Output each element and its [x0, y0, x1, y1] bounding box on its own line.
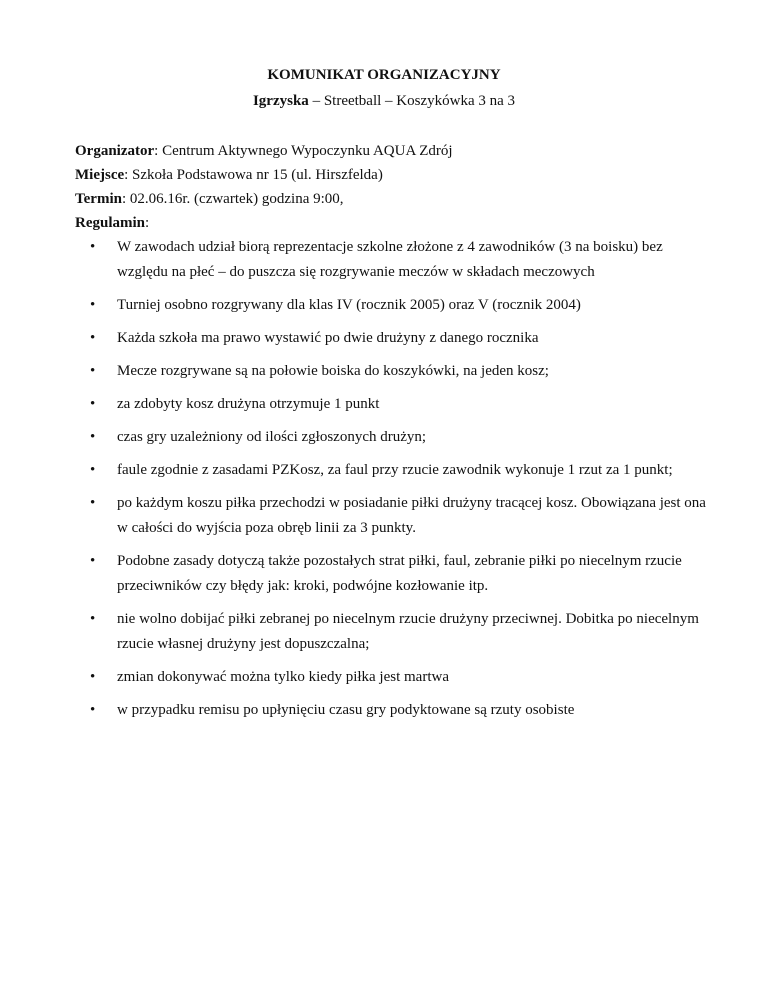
rule-item	[75, 458, 715, 483]
bullet-icon: •	[90, 553, 96, 569]
field-label: Organizator	[75, 143, 155, 159]
subtitle-discipline: – Streetball – Koszykówka 3 na 3	[308, 93, 516, 109]
field-value: :	[145, 215, 150, 231]
rule-item	[75, 425, 715, 450]
bullet-icon: •	[90, 611, 96, 627]
rule-item	[75, 359, 715, 384]
rule-item	[75, 392, 715, 417]
rules-list	[75, 235, 715, 731]
bullet-icon: •	[90, 429, 96, 445]
rule-text: faule zgodnie z zasadami PZKosz, za faul przy rzucie zawodnik wykonuje 1 rzut za 1 punkt;	[117, 462, 673, 478]
rule-text: czas gry uzależniony od ilości zgłoszonych drużyn;	[117, 429, 427, 445]
rule-text: w przypadku remisu po upłynięciu czasu gry podyktowane są rzuty osobiste	[117, 702, 575, 718]
field-value: : Szkoła Podstawowa nr 15 (ul. Hirszfelda)	[124, 167, 383, 183]
bullet-icon: •	[90, 669, 96, 685]
rule-text: Mecze rozgrywane są na połowie boiska do koszykówki, na jeden kosz;	[117, 363, 549, 379]
rule-item	[75, 235, 715, 285]
subtitle-event-name: Igrzyska	[252, 93, 309, 109]
rule-text: za zdobyty kosz drużyna otrzymuje 1 punkt	[117, 396, 380, 412]
rule-text: po każdym koszu piłka przechodzi w posiadanie piłki drużyny tracącej kosz. Obowiązana jest ona w całości do wyjścia poza obręb linii za 3 punkty.	[117, 495, 706, 536]
bullet-icon: •	[90, 462, 96, 478]
rule-text: zmian dokonywać można tylko kiedy piłka jest martwa	[117, 669, 449, 685]
rule-item	[75, 326, 715, 351]
bullet-icon: •	[90, 297, 96, 313]
rule-item	[75, 293, 715, 318]
field-value: : Centrum Aktywnego Wypoczynku AQUA Zdrój	[154, 143, 453, 159]
document-subtitle	[0, 91, 768, 111]
rule-item	[75, 698, 715, 723]
rule-text: Każda szkoła ma prawo wystawić po dwie drużyny z danego rocznika	[117, 330, 539, 346]
rule-item	[75, 665, 715, 690]
bullet-icon: •	[90, 239, 96, 255]
bullet-icon: •	[90, 396, 96, 412]
rule-text: Turniej osobno rozgrywany dla klas IV (rocznik 2005) oraz V (rocznik 2004)	[117, 297, 581, 313]
field-label: Termin	[75, 191, 122, 207]
rule-text: nie wolno dobijać piłki zebranej po niecelnym rzucie drużyny przeciwnej. Dobitka po niecelnym rzucie własnej drużyny jest dopuszczalna;	[117, 611, 699, 652]
document-title: KOMUNIKAT ORGANIZACYJNY	[267, 67, 501, 83]
bullet-icon: •	[90, 363, 96, 379]
field-organizer	[75, 139, 715, 163]
field-label: Regulamin	[75, 215, 146, 231]
field-label: Miejsce	[75, 167, 125, 183]
field-date	[75, 187, 715, 211]
rule-item	[75, 491, 715, 541]
rule-text: W zawodach udział biorą reprezentacje szkolne złożone z 4 zawodników (3 na boisku) bez względu na płeć – do puszcza się rozgrywanie meczów w składach meczowych	[117, 239, 663, 280]
bullet-icon: •	[90, 702, 96, 718]
info-fields	[75, 139, 715, 235]
field-rules-heading	[75, 211, 715, 235]
rule-item	[75, 549, 715, 599]
bullet-icon: •	[90, 495, 96, 511]
rule-text: Podobne zasady dotyczą także pozostałych strat piłki, faul, zebranie piłki po niecelnym rzucie przeciwników czy błędy jak: kroki, podwójne kozłowanie itp.	[117, 553, 682, 594]
field-place	[75, 163, 715, 187]
bullet-icon: •	[90, 330, 96, 346]
rule-item	[75, 607, 715, 657]
field-value: : 02.06.16r. (czwartek) godzina 9:00,	[121, 191, 344, 207]
